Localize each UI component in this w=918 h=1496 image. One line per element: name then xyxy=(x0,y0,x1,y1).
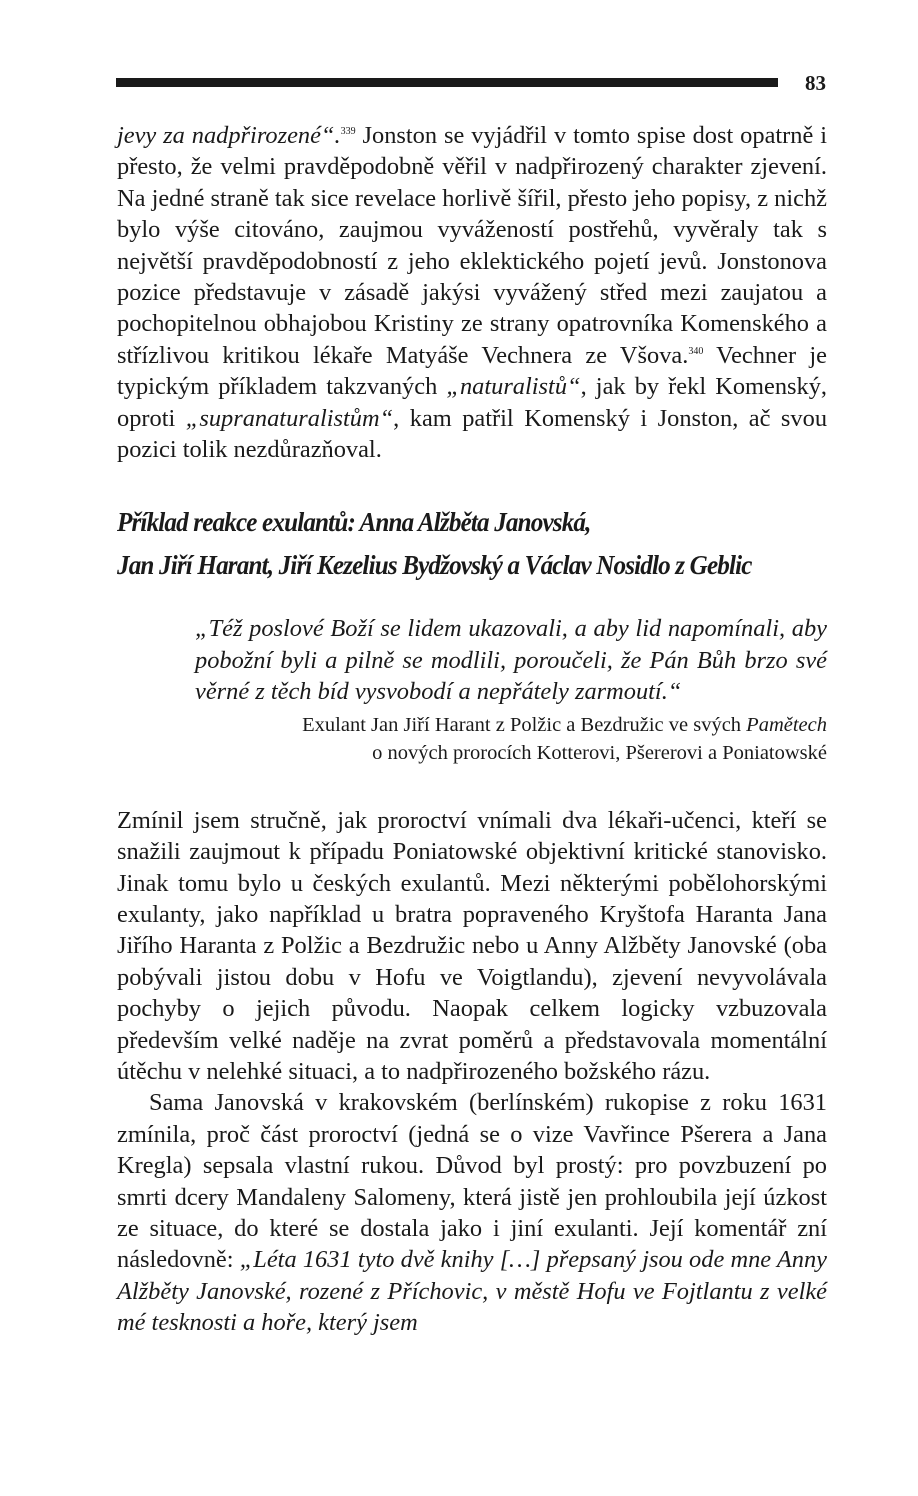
paragraph-jonston xyxy=(117,120,827,465)
term-supranaturalists: „supranaturalistům“ xyxy=(185,404,394,432)
header-rule xyxy=(116,78,778,87)
epigraph xyxy=(195,613,827,766)
footnote-ref-340[interactable]: 340 xyxy=(688,345,704,357)
paragraph-text: Vechner je typickým příkladem takzvaných xyxy=(117,341,827,401)
quote-fragment: jevy za nadpřirozené“. xyxy=(117,122,341,149)
footnote-ref-339[interactable]: 339 xyxy=(340,125,356,137)
paragraph-janovska xyxy=(117,1087,827,1338)
paragraph-exiles: Zmínil jsem stručně, jak proroctví vnímali dva lékaři-učenci, kteří se snažili zaujmout k případu Poniatowské objektivní kritické stanovisko. Jinak tomu bylo u českých exulantů. Mezi některými pobělohorskými exulanty, jako například u bratra popraveného Kryštofa Haranta Jana Jiřího Haranta z Polžic a Bezdružic nebo u Anny Alžběty Janovské (oba pobývali jistou dobu v Hofu ve Voigtlandu), zjevení nevyvolávala pochyby o jejich původu. Naopak celkem logicky vzbuzovala především velké naděje na zvrat poměrů a představovala momentální útěchu v nelehké situaci, a to nadpřirozeného božského rázu. xyxy=(117,806,827,1085)
section-heading-line-1: Příklad reakce exulantů: Anna Alžběta Janovská, xyxy=(117,507,591,538)
paragraph-text: , jak by řekl Komenský, oproti xyxy=(117,373,827,432)
section-heading-line-2: Jan Jiří Harant, Jiří Kezelius Bydžovský a Václav Nosidlo z Geblic xyxy=(117,550,752,581)
paragraph-text: , kam patřil Komenský i Jonston, ač svou pozici tolik nezdůrazňoval. xyxy=(117,404,828,464)
page-content xyxy=(117,120,827,1339)
epigraph-source xyxy=(195,711,827,767)
epigraph-quote: „Též poslové Boží se lidem ukazovali, a aby lid napomínali, aby pobožní byli a pilně se modlili, poroučeli, že Pán Bůh brzo své věrné z těch bíd vysvobodí a nepřátely zarmoutí.“ xyxy=(195,615,827,706)
term-naturalists: „naturalistů“ xyxy=(446,373,581,401)
section-heading xyxy=(117,501,777,587)
epigraph-source-line-2: o nových prorocích Kotterovi, Pšererovi a Poniatowské xyxy=(372,741,827,764)
page-number: 83 xyxy=(805,71,826,95)
paragraph-text: Jonston se vyjádřil v tomto spise dost opatrně i přesto, že velmi pravděpodobně věřil v nadpřirozený charakter zjevení. Na jedné straně tak sice revelace horlivě šířil, přesto jeho popisy, z nichž bylo výše citováno, zaujmou vyvážeností postřehů, vyvěraly tak s největší pravděpodobností z jeho eklektického pojetí jevů. Jonstonova pozice představuje v zásadě jakýsi vyvážený střed mezi zaujatou a pochopitelnou obhajobou Kristiny ze strany opatrovníka Komenského a střízlivou kritikou lékaře Matyáše Vechnera ze Všova. xyxy=(117,122,827,369)
quote-janovska: „Léta 1631 tyto dvě knihy […] přepsaný jsou ode mne Anny Alžběty Janovské, rozené z Příchovic, v městě Hofu ve Fojtlantu z velké mé tesknosti a hoře, který jsem xyxy=(117,1246,827,1337)
epigraph-source-title: Pamětech xyxy=(746,713,827,736)
paragraph-text: Sama Janovská v krakovském (berlínském) rukopise z roku 1631 zmínila, proč část proroctví (jedná se o vize Vavřince Pšerera a Jana Kregla) sepsala vlastní rukou. Důvod byl prostý: pro povzbuzení po smrti dcery Mandaleny Salomeny, která jistě jen prohloubila její úzkost ze situace, do které se dostala jako i jiní exulanti. Její komentář zní následovně: xyxy=(117,1089,827,1274)
epigraph-source-line-1: Exulant Jan Jiří Harant z Polžic a Bezdružic ve svých Pamětech xyxy=(302,713,827,736)
